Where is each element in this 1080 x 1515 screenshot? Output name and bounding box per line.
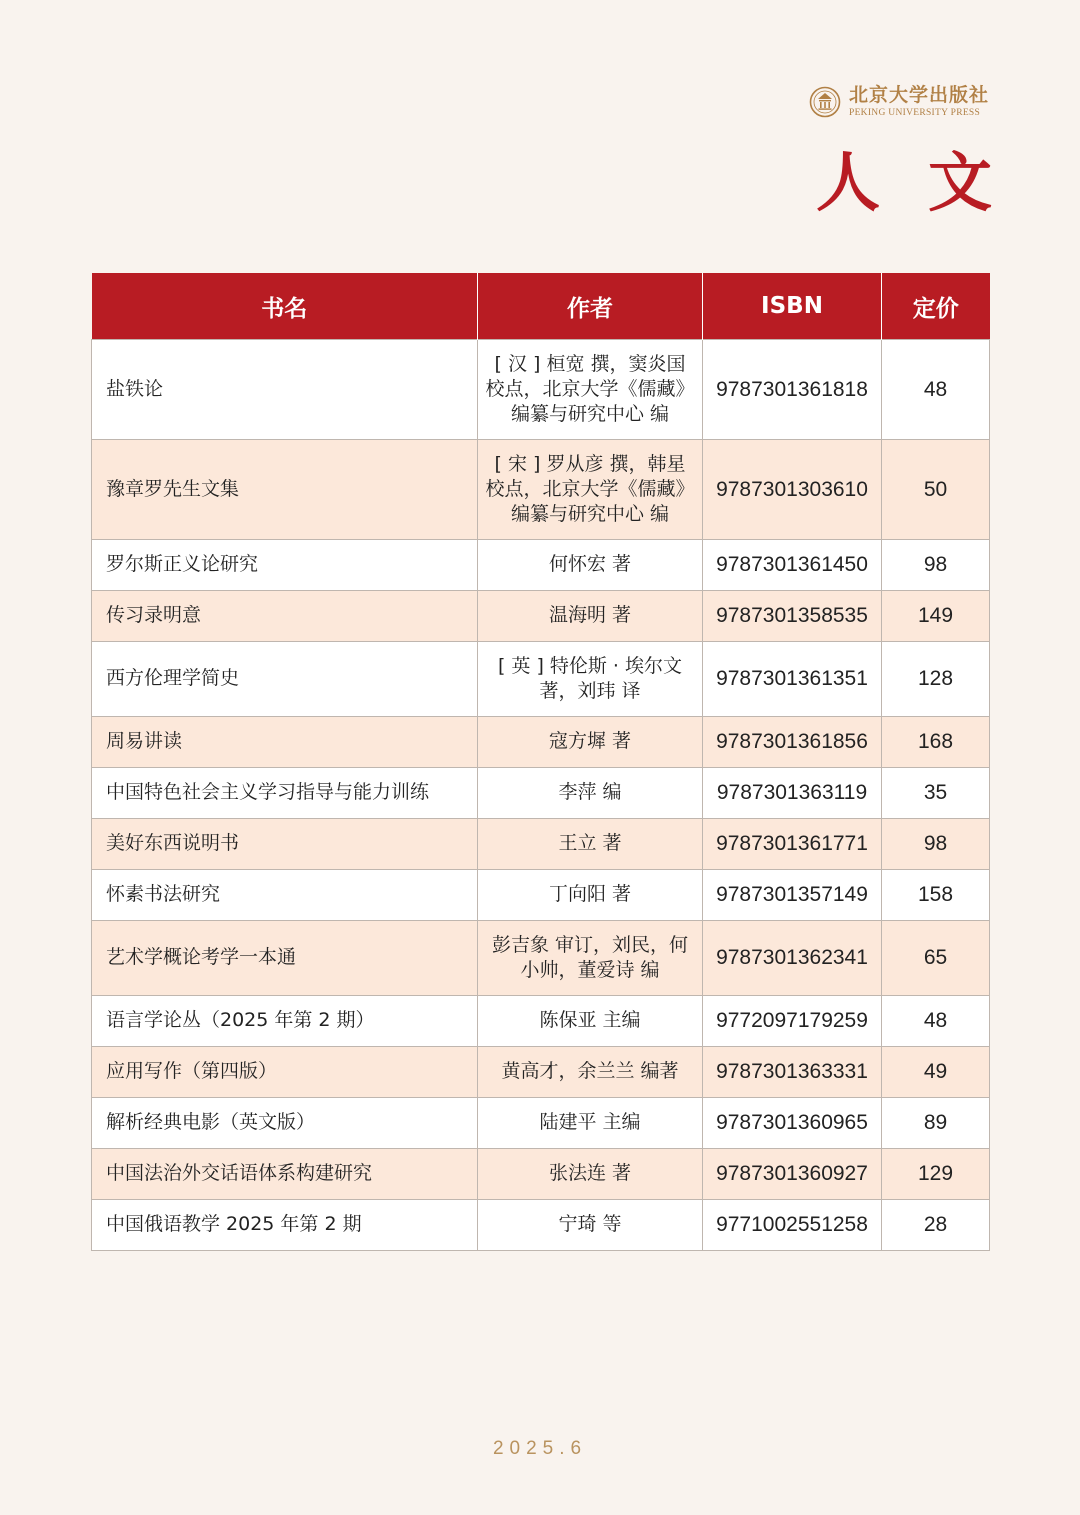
book-author: 宁琦 等 [478,1200,703,1251]
table-row [92,1200,990,1251]
book-price: 89 [882,1098,990,1149]
book-isbn: 9787301357149 [703,870,882,921]
table-row [92,819,990,870]
book-price: 98 [882,819,990,870]
book-author: 丁向阳 著 [478,870,703,921]
book-title: 罗尔斯正义论研究 [92,540,478,591]
book-isbn: 9787301363119 [703,768,882,819]
header-author: 作者 [478,273,703,340]
pku-emblem-icon [809,86,841,118]
book-title: 美好东西说明书 [92,819,478,870]
book-author: [ 汉 ] 桓宽 撰，窦炎国 校点，北京大学《儒藏》编纂与研究中心 编 [478,340,703,440]
table-row [92,717,990,768]
header-isbn: ISBN [703,273,882,340]
book-title: 艺术学概论考学一本通 [92,921,478,996]
book-isbn: 9772097179259 [703,996,882,1047]
book-title: 中国特色社会主义学习指导与能力训练 [92,768,478,819]
book-table [91,273,990,1251]
book-author: 张法连 著 [478,1149,703,1200]
publication-date: 2025.6 [492,1438,588,1459]
book-isbn: 9787301303610 [703,440,882,540]
book-title: 解析经典电影（英文版） [92,1098,478,1149]
book-isbn: 9787301361771 [703,819,882,870]
book-price: 65 [882,921,990,996]
table-row [92,540,990,591]
book-price: 28 [882,1200,990,1251]
book-author: 何怀宏 著 [478,540,703,591]
book-price: 128 [882,642,990,717]
table-row [92,1149,990,1200]
publisher-name-en: PEKING UNIVERSITY PRESS [848,108,981,118]
publisher-name [849,86,989,119]
book-isbn: 9787301360927 [703,1149,882,1200]
book-author: [ 宋 ] 罗从彦 撰，韩星 校点，北京大学《儒藏》编纂与研究中心 编 [478,440,703,540]
book-title: 语言学论丛（2025 年第 2 期） [92,996,478,1047]
book-title: 传习录明意 [92,591,478,642]
book-isbn: 9787301363331 [703,1047,882,1098]
book-author: 王立 著 [478,819,703,870]
section-title: 人文 [816,146,1040,221]
header-title: 书名 [92,273,478,340]
book-isbn: 9787301361450 [703,540,882,591]
book-price: 129 [882,1149,990,1200]
table-row [92,591,990,642]
table-row [92,440,990,540]
book-author: 陆建平 主编 [478,1098,703,1149]
publisher-name-cn: 北京大学出版社 [848,84,989,106]
book-title: 怀素书法研究 [92,870,478,921]
book-title: 盐铁论 [92,340,478,440]
book-author: 李萍 编 [478,768,703,819]
table-row [92,996,990,1047]
table-header-row [92,273,990,340]
book-author: 黄高才，余兰兰 编著 [478,1047,703,1098]
book-price: 49 [882,1047,990,1098]
book-isbn: 9787301361856 [703,717,882,768]
header-price: 定价 [882,273,990,340]
table-row [92,642,990,717]
book-author: [ 英 ] 特伦斯 · 埃尔文 著，刘玮 译 [478,642,703,717]
book-price: 168 [882,717,990,768]
book-price: 158 [882,870,990,921]
book-isbn: 9771002551258 [703,1200,882,1251]
book-isbn: 9787301361351 [703,642,882,717]
book-price: 48 [882,996,990,1047]
publisher-logo [809,86,989,119]
book-isbn: 9787301360965 [703,1098,882,1149]
book-price: 98 [882,540,990,591]
book-author: 寇方墀 著 [478,717,703,768]
book-title: 中国法治外交话语体系构建研究 [92,1149,478,1200]
table-row [92,870,990,921]
book-price: 35 [882,768,990,819]
table-row [92,1047,990,1098]
book-price: 48 [882,340,990,440]
book-price: 149 [882,591,990,642]
book-title: 豫章罗先生文集 [92,440,478,540]
book-price: 50 [882,440,990,540]
table-row [92,768,990,819]
book-isbn: 9787301361818 [703,340,882,440]
book-author: 温海明 著 [478,591,703,642]
book-author: 陈保亚 主编 [478,996,703,1047]
book-title: 中国俄语教学 2025 年第 2 期 [92,1200,478,1251]
book-isbn: 9787301362341 [703,921,882,996]
book-author: 彭吉象 审订，刘民，何小帅，董爱诗 编 [478,921,703,996]
book-title: 应用写作（第四版） [92,1047,478,1098]
table-row [92,921,990,996]
table-row [92,340,990,440]
book-isbn: 9787301358535 [703,591,882,642]
book-title: 西方伦理学简史 [92,642,478,717]
table-row [92,1098,990,1149]
book-title: 周易讲读 [92,717,478,768]
